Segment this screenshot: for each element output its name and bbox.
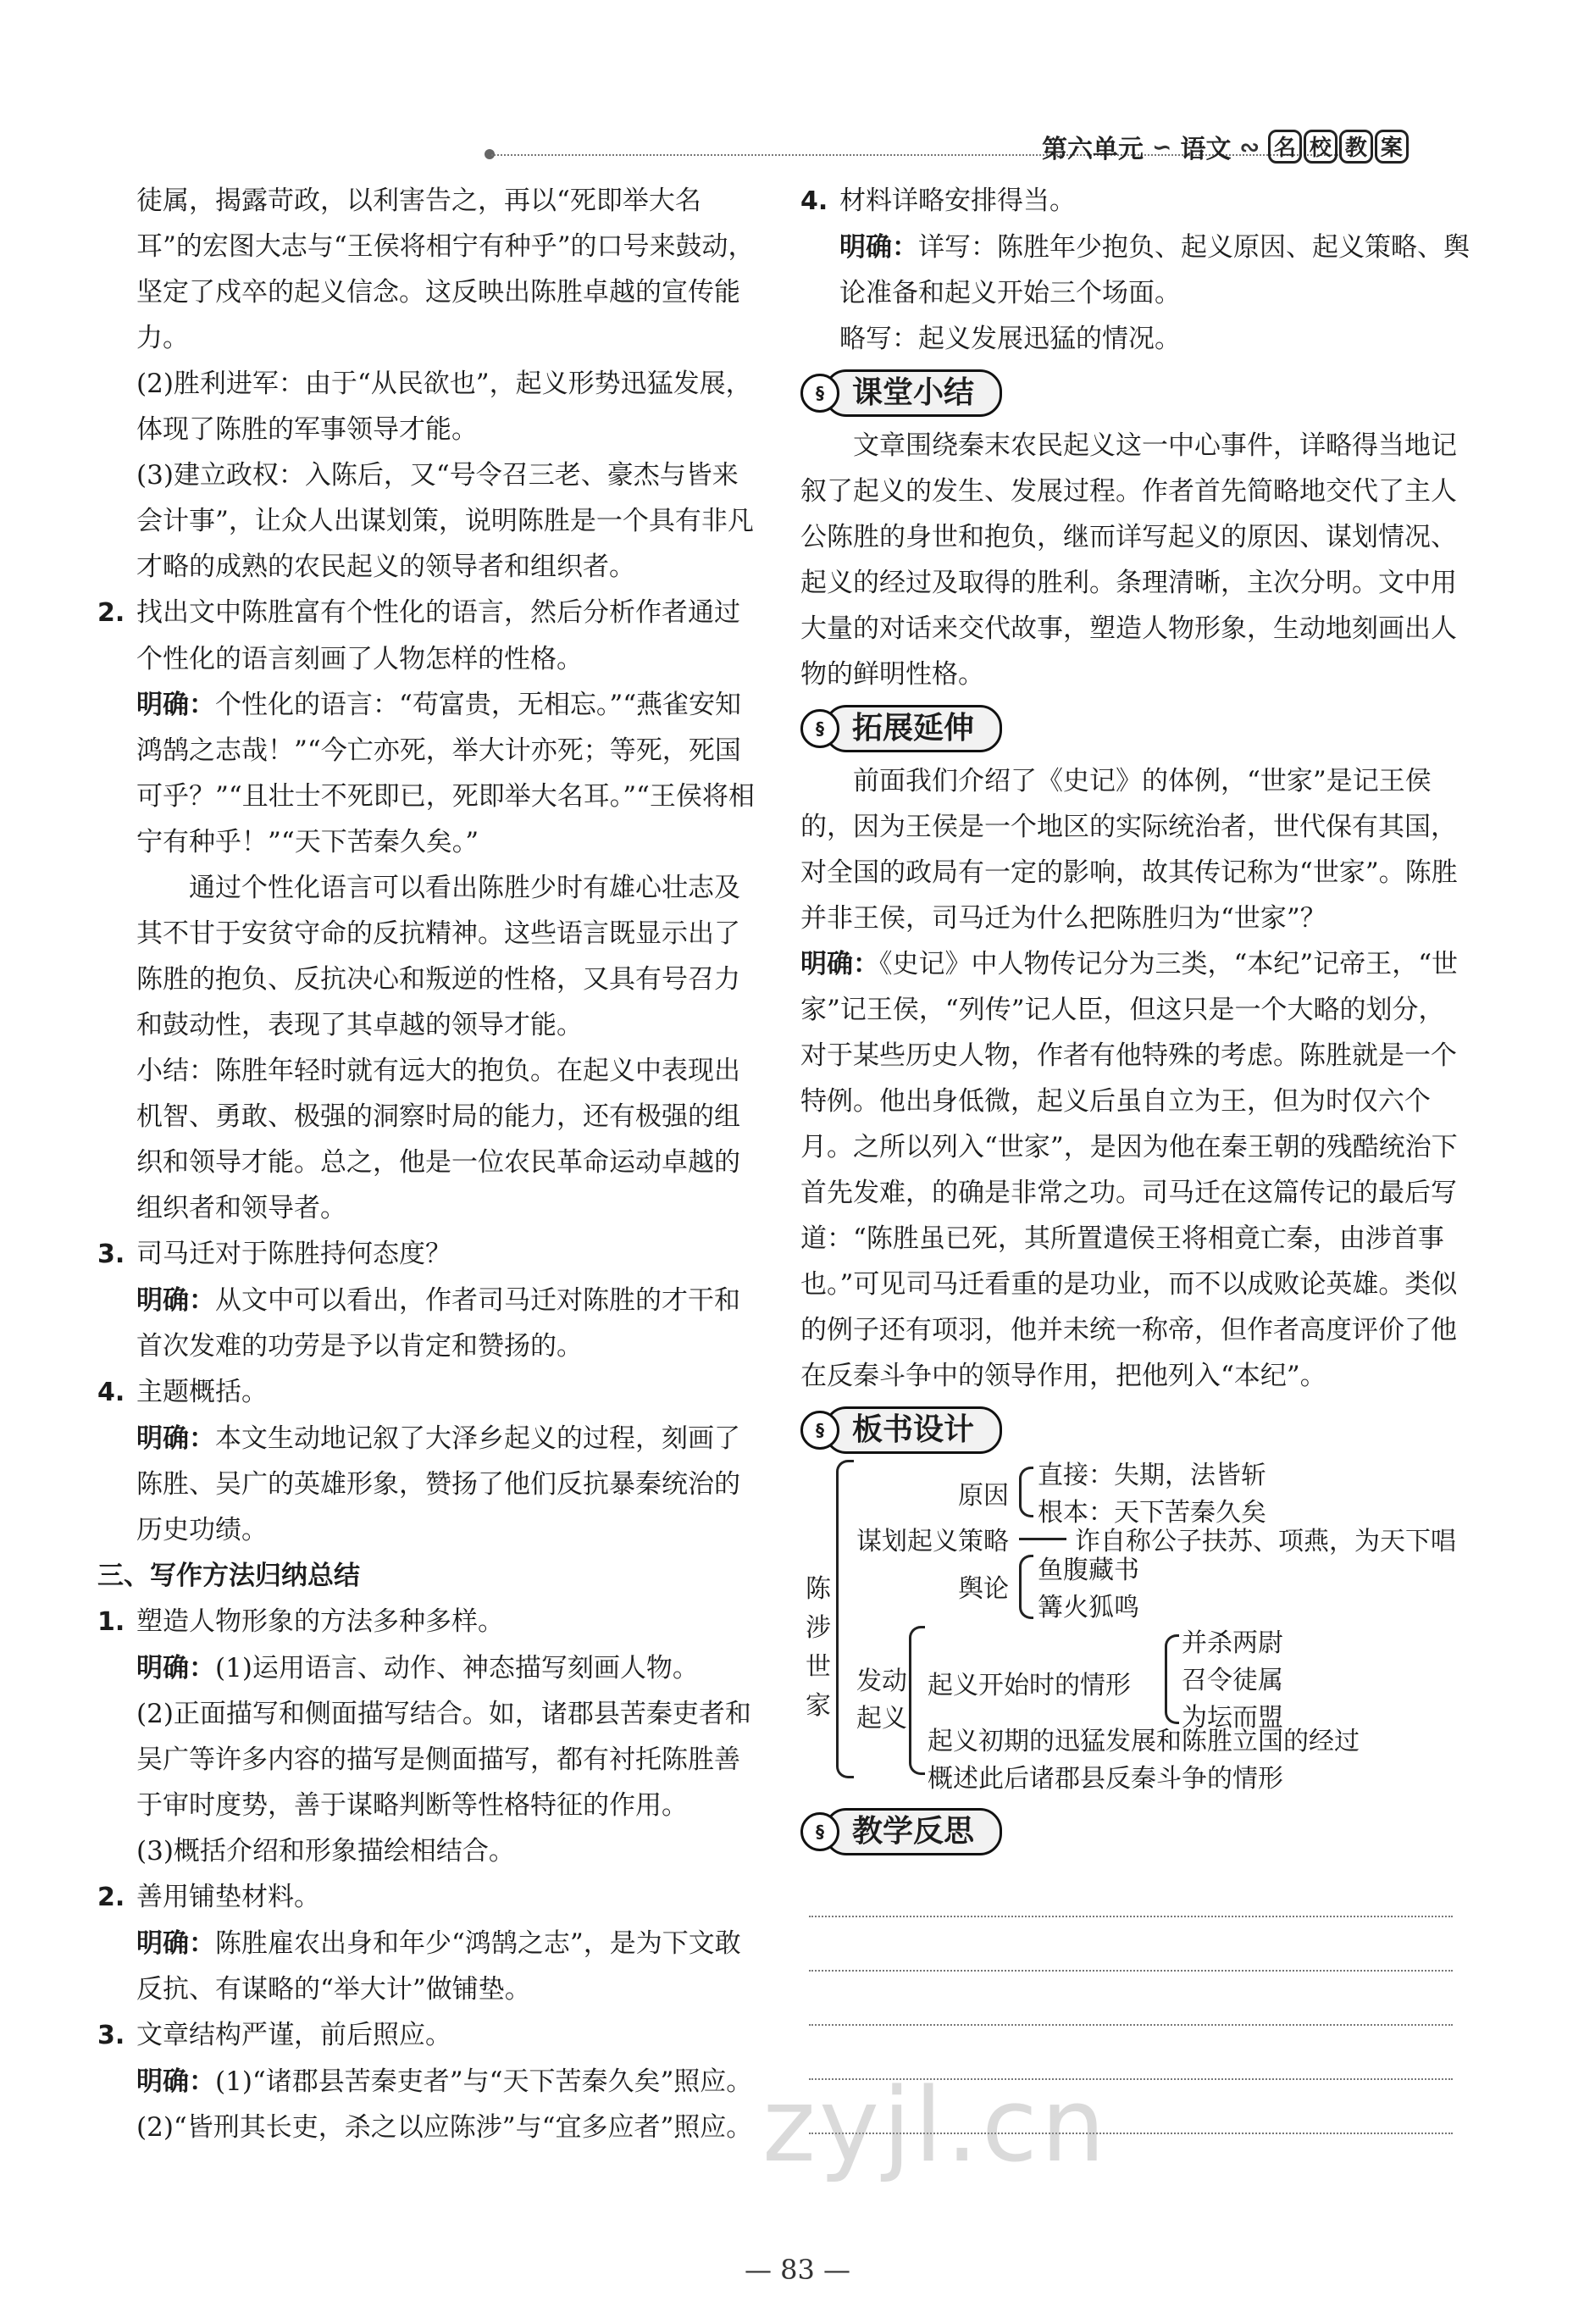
paragraph: (2)正面描写和侧面描写结合。如，诸郡县苦秦吏者和吴广等许多内容的描写是侧面描写，都有衬托陈胜善于审时度势，善于谋略判断等性格特征的作用。	[136, 1699, 751, 1821]
paragraph: 通过个性化语言可以看出陈胜少时有雄心壮志及其不甘于安贫守命的反抗精神。这些语言既显示出了陈胜的抱负、反抗决心和叛逆的性格，又具有号召力和鼓动性，表现了其卓越的领导才能。	[136, 873, 740, 1040]
diagram-opinion-b: 篝火狐鸣	[1038, 1593, 1139, 1622]
diagram-early: 起义初期的迅猛发展和陈胜立国的经过	[928, 1727, 1360, 1756]
diagram-opinion: 舆论	[958, 1574, 1009, 1604]
answer-text: 详写：陈胜年少抱负、起义原因、起义策略、舆论准备和起义开始三个场面。	[839, 232, 1470, 308]
answer-label: 明确：	[136, 2066, 215, 2097]
answer-label: 明确：	[136, 690, 215, 720]
paragraph: (2)胜利进军：由于“从民欲也”，起义形势迅猛发展，体现了陈胜的军事领导才能。	[136, 369, 752, 445]
unit-label: 第六单元	[1042, 135, 1144, 164]
root-char: 陈	[806, 1574, 831, 1604]
item-number: 2.	[97, 1883, 125, 1912]
watermark: zyjl.cn	[762, 2067, 1109, 2185]
reflection-line	[809, 1916, 1453, 1917]
answer-label: 明确：	[136, 1928, 215, 1959]
answer-label: 明确：	[136, 1285, 215, 1316]
section-class-summary	[800, 369, 1470, 418]
section-reflection	[800, 1807, 1470, 1856]
answer	[97, 1278, 758, 1369]
summary-text: 文章围绕秦末农民起义这一中心事件，详略得当地记叙了起义的发生、发展过程。作者首先简略地交代了主人公陈胜的身世和抱负，继而详写起义的原因、谋划情况、起义的经过及取得的胜利。条理清晰，主次分明。文中用大量的对话来交代故事，塑造人物形象，生动地刻画出人物的鲜明性格。	[800, 430, 1457, 690]
paragraph: 徒属，揭露苛政，以利害告之，再以“死即举大名耳”的宏图大志与“王侯将相宁有种乎”的口号来鼓动，坚定了戍卒的起义信念。这反映出陈胜卓越的宣传能力。	[136, 186, 755, 353]
diagram-brace-launch	[909, 1626, 925, 1775]
paragraph: (2)“皆刑其长吏，杀之以应陈涉”与“宜多应者”照应。	[136, 2112, 753, 2143]
section-title: 板书设计	[824, 1406, 1002, 1454]
diagram-cause-direct: 直接：失期，法皆斩	[1038, 1461, 1266, 1490]
method-4	[800, 178, 1470, 225]
section-extension	[800, 704, 1470, 753]
section-board-design	[800, 1406, 1470, 1455]
answer	[800, 941, 1470, 1399]
method-1	[97, 1599, 758, 1645]
answer-text: 从文中可以看出，作者司马迁对陈胜的才干和首次发难的功劳是予以肯定和赞扬的。	[136, 1285, 740, 1362]
root-char: 家	[806, 1691, 831, 1721]
extension-question: 前面我们介绍了《史记》的体例，“世家”是记王侯的，因为王侯是一个地区的实际统治者，世代保有其国，对全国的政局有一定的影响，故其传记称为“世家”。陈胜并非王侯，司马迁为什么把陈胜归为“世家”？	[800, 766, 1458, 934]
paragraph: (3)概括介绍和形象描绘相结合。	[136, 1836, 515, 1866]
reflection-line	[809, 2024, 1453, 2026]
swirl-icon: ∽	[1152, 132, 1172, 161]
answer	[97, 1645, 758, 1691]
diagram-connector	[1019, 1538, 1066, 1540]
question-number: 3.	[97, 1240, 125, 1269]
method-3	[97, 2012, 758, 2059]
section-badge-icon: §	[800, 709, 839, 748]
brand-char: 案	[1375, 130, 1409, 164]
answer-label: 明确：	[136, 1653, 215, 1683]
section-title: 教学反思	[824, 1808, 1002, 1855]
section-title: 拓展延伸	[824, 705, 1002, 752]
diagram-cause: 原因	[958, 1481, 1009, 1511]
brand-char: 校	[1304, 130, 1337, 164]
reflection-line	[809, 1970, 1453, 1972]
diagram-opinion-a: 鱼腹藏书	[1038, 1556, 1139, 1585]
running-header	[1042, 127, 1409, 166]
diagram-brace-cause	[1019, 1467, 1033, 1517]
diagram-launch	[856, 1663, 907, 1738]
item-number: 4.	[800, 186, 828, 216]
question-4	[97, 1369, 758, 1416]
summary-paragraph: 小结：陈胜年轻时就有远大的抱负。在起义中表现出机智、勇敢、极强的洞察时局的能力，还有极强的组织和领导才能。总之，他是一位农民革命运动卓越的组织者和领导者。	[136, 1056, 740, 1223]
brand-logo	[1268, 130, 1409, 164]
left-column	[97, 178, 758, 2150]
diagram-cause-root: 根本：天下苦秦久矣	[1038, 1498, 1266, 1528]
answer-text: 陈胜雇农出身和年少“鸿鹄之志”，是为下文敢反抗、有谋略的“举大计”做铺垫。	[136, 1928, 741, 2005]
subject-label: 语文	[1180, 135, 1232, 164]
question-number: 4.	[97, 1378, 125, 1407]
question-text: 主题概括。	[136, 1377, 268, 1407]
launch-line: 发动	[856, 1667, 907, 1696]
diagram-plan-detail: 诈自称公子扶苏、项燕，为天下唱	[1075, 1527, 1456, 1556]
diagram-later: 概述此后诸郡县反秦斗争的情形	[928, 1764, 1283, 1794]
brand-char: 教	[1339, 130, 1373, 164]
diagram-start-a: 并杀两尉	[1182, 1628, 1283, 1658]
answer	[97, 1921, 758, 2012]
paragraph: (3)建立政权：入陈后，又“号令召三老、豪杰与皆来会计事”，让众人出谋划策，说明陈胜是一个具有非凡才略的成熟的农民起义的领导者和组织者。	[136, 460, 754, 582]
brand-char: 名	[1268, 130, 1302, 164]
board-diagram	[800, 1460, 1470, 1794]
answer-label: 明确：	[839, 232, 918, 263]
item-text: 材料详略安排得当。	[839, 186, 1076, 216]
answer-label: 明确：	[136, 1423, 215, 1454]
section-title: 课堂小结	[824, 369, 1002, 417]
diagram-root	[806, 1570, 831, 1726]
diagram-brace-root	[836, 1460, 854, 1778]
section-badge-icon: §	[800, 374, 839, 413]
question-text: 找出文中陈胜富有个性化的语言，然后分析作者通过个性化的语言刻画了人物怎样的性格。	[136, 597, 740, 674]
root-char: 涉	[806, 1613, 831, 1643]
method-2	[97, 1874, 758, 1921]
question-3	[97, 1231, 758, 1278]
root-char: 世	[806, 1652, 831, 1682]
answer-text: 本文生动地记叙了大泽乡起义的过程，刻画了陈胜、吴广的英雄形象，赞扬了他们反抗暴秦统治的历史功绩。	[136, 1423, 740, 1545]
answer	[97, 682, 758, 865]
right-column	[800, 178, 1470, 2134]
diagram-plan: 谋划起义策略	[856, 1527, 1009, 1556]
diagram-start: 起义开始时的情形	[928, 1671, 1131, 1700]
answer-text: 个性化的语言：“苟富贵，无相忘。”“燕雀安知鸿鹄之志哉！”“今亡亦死，举大计亦死；等死，死国可乎？”“且壮士不死即已，死即举大名耳。”“王侯将相宁有种乎！”“天下苦秦久矣。”	[136, 690, 755, 857]
question-2	[97, 590, 758, 682]
section-heading: 三、写作方法归纳总结	[97, 1561, 360, 1591]
answer-text: (1)运用语言、动作、神态描写刻画人物。	[215, 1653, 699, 1683]
diagram-start-c: 为坛而盟	[1182, 1703, 1283, 1733]
section-badge-icon: §	[800, 1411, 839, 1450]
diagram-brace-start	[1165, 1634, 1179, 1724]
answer-text: (1)“诸郡县苦秦吏者”与“天下苦秦久矣”照应。	[215, 2066, 753, 2097]
section-badge-icon: §	[800, 1812, 839, 1851]
swirl-icon: ∾	[1239, 132, 1260, 161]
answer	[800, 225, 1470, 316]
item-text: 善用铺垫材料。	[136, 1882, 320, 1912]
item-text: 文章结构严谨，前后照应。	[136, 2020, 451, 2050]
item-text: 塑造人物形象的方法多种多样。	[136, 1606, 504, 1637]
diagram-brace-opinion	[1019, 1555, 1033, 1619]
question-text: 司马迁对于陈胜持何态度？	[136, 1239, 451, 1269]
launch-line: 起义	[856, 1704, 907, 1733]
answer-text: 《史记》中人物传记分为三类，“本纪”记帝王，“世家”记王侯，“列传”记人臣，但这只是一个大略的划分，对于某些历史人物，作者有他特殊的考虑。陈胜就是一个特例。他出身低微，起义后虽自立为王，但为时仅六个月。之所以列入“世家”，是因为他在秦王朝的残酷统治下首先发难，的确是非常之功。司马迁在这篇传记的最后写道：“陈胜虽已死，其所置遣侯王将相竟亡秦，由涉首事也。”可见司马迁看重的是功业，而不以成败论英雄。类似的例子还有项羽，他并未统一称帝，但作者高度评价了他在反秦斗争中的领导作用，把他列入“本纪”。	[800, 949, 1459, 1391]
answer	[97, 1416, 758, 1553]
diagram-start-b: 召令徒属	[1182, 1666, 1283, 1695]
question-number: 2.	[97, 598, 125, 628]
answer-label: 明确：	[800, 949, 879, 979]
paragraph: 略写：起义发展迅猛的情况。	[839, 324, 1181, 354]
item-number: 3.	[97, 2021, 125, 2050]
answer	[97, 2059, 758, 2105]
item-number: 1.	[97, 1607, 125, 1637]
page-number: — 83 —	[744, 2254, 851, 2286]
